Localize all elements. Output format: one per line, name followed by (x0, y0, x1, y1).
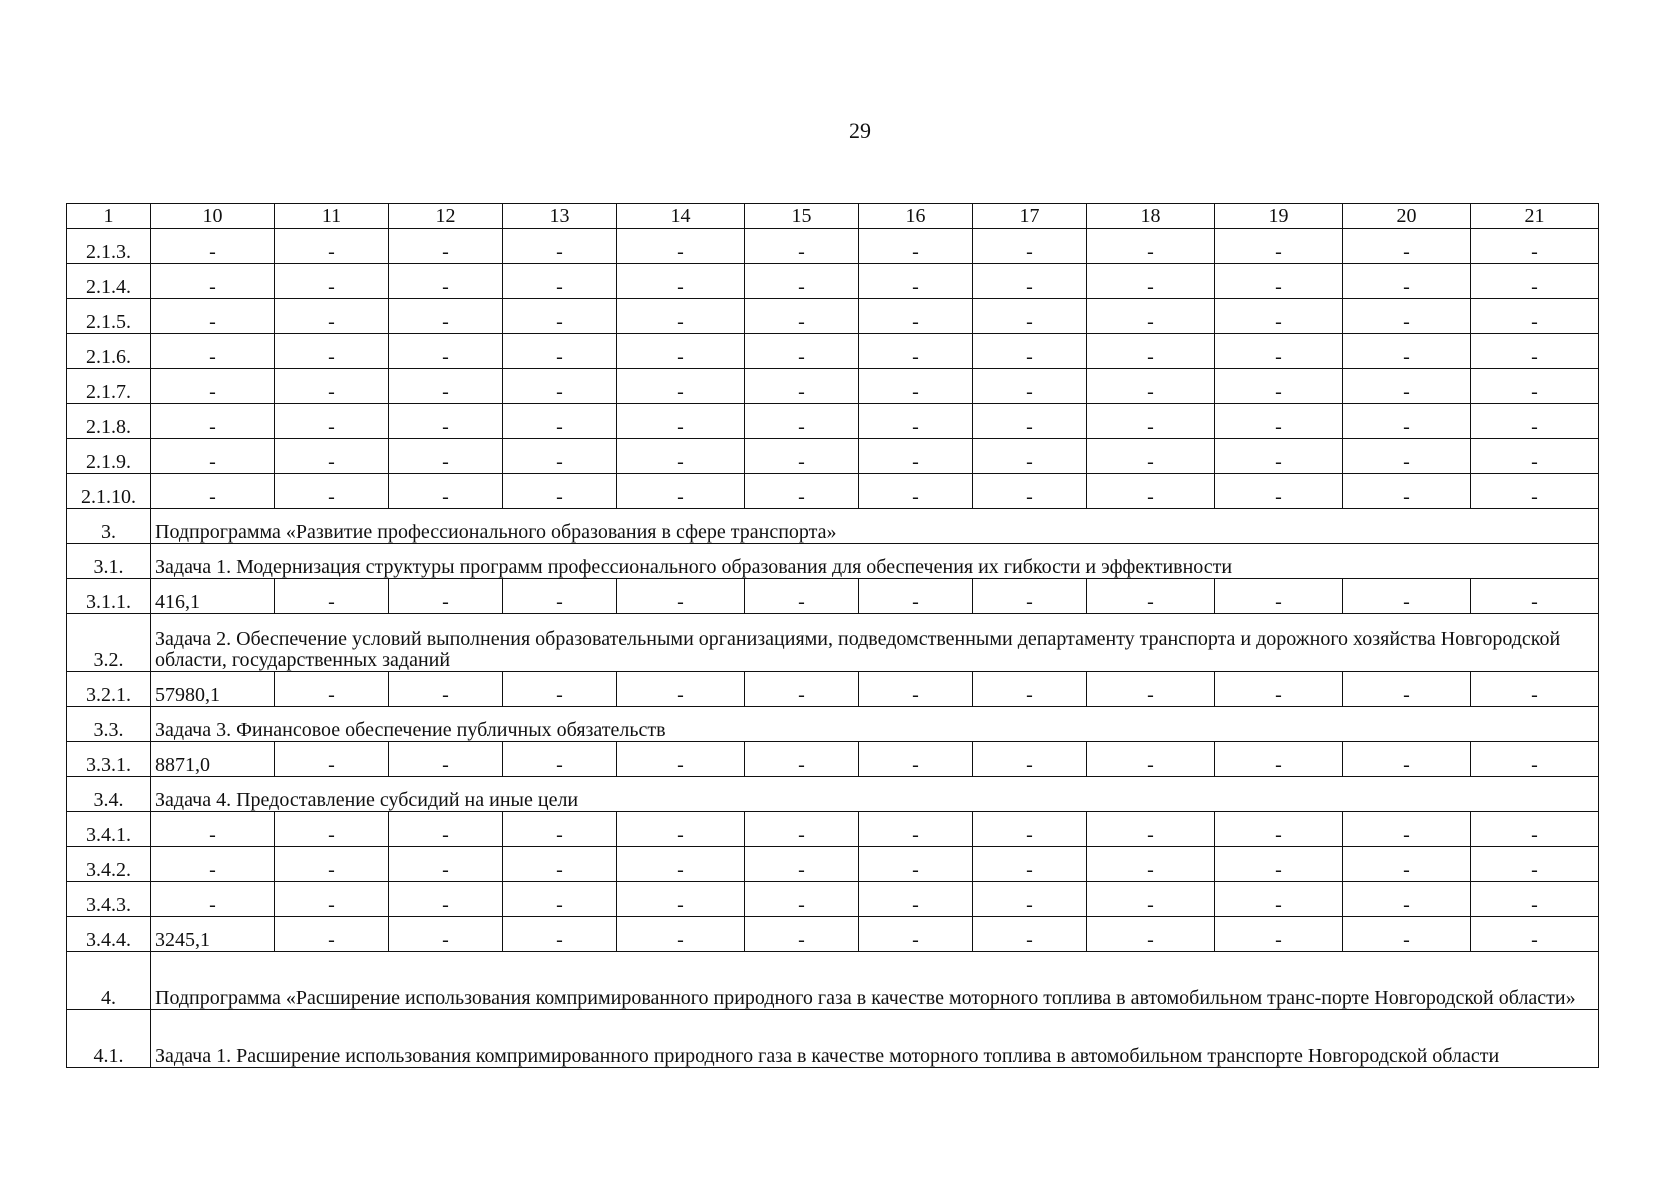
table-cell: - (1215, 334, 1343, 369)
table-cell: - (151, 369, 275, 404)
table-cell: - (859, 812, 973, 847)
table-cell: - (1471, 404, 1599, 439)
table-cell: - (1343, 299, 1471, 334)
table-cell: - (503, 474, 617, 509)
row-number: 3.4.4. (67, 917, 151, 952)
table-cell: - (859, 404, 973, 439)
table-cell: - (503, 264, 617, 299)
table-row (67, 299, 1599, 334)
table-row (67, 439, 1599, 474)
table-cell: - (1471, 299, 1599, 334)
table-cell: - (1087, 229, 1215, 264)
table-cell: - (1215, 474, 1343, 509)
column-header: 20 (1343, 204, 1471, 229)
table-cell: - (151, 264, 275, 299)
table-cell: - (1471, 229, 1599, 264)
table-cell: - (617, 264, 745, 299)
table-cell: - (973, 812, 1087, 847)
column-header: 12 (389, 204, 503, 229)
table-cell: - (745, 229, 859, 264)
table-cell: 57980,1 (151, 672, 275, 707)
table-cell: - (745, 742, 859, 777)
row-number: 3.3. (67, 707, 151, 742)
row-number: 4.1. (67, 1010, 151, 1068)
table-row (67, 812, 1599, 847)
table-cell: - (1215, 742, 1343, 777)
table-cell: - (1343, 917, 1471, 952)
table-row (67, 1010, 1599, 1068)
column-header: 14 (617, 204, 745, 229)
row-number: 3.1.1. (67, 579, 151, 614)
table-cell: - (859, 369, 973, 404)
table-cell: - (1215, 439, 1343, 474)
table-cell: - (1343, 439, 1471, 474)
table-cell: - (1215, 672, 1343, 707)
column-header: 16 (859, 204, 973, 229)
table-cell: - (1087, 299, 1215, 334)
row-number: 3.4.1. (67, 812, 151, 847)
table-cell: - (151, 229, 275, 264)
row-number: 3.2. (67, 614, 151, 672)
table-cell: - (973, 369, 1087, 404)
table-cell: - (973, 882, 1087, 917)
table-cell: - (1343, 264, 1471, 299)
table-cell: - (151, 847, 275, 882)
table-cell: - (503, 369, 617, 404)
table-cell: - (973, 264, 1087, 299)
table-cell: - (389, 404, 503, 439)
table-cell: - (745, 917, 859, 952)
row-number: 2.1.3. (67, 229, 151, 264)
table-row (67, 672, 1599, 707)
task-title: Задача 4. Предоставление субсидий на иные цели (151, 777, 1599, 812)
table-cell: - (1215, 299, 1343, 334)
table-cell: - (859, 474, 973, 509)
table-cell: - (1343, 579, 1471, 614)
table-cell: - (1215, 882, 1343, 917)
table-cell: - (1343, 847, 1471, 882)
column-header: 21 (1471, 204, 1599, 229)
table-cell: - (151, 882, 275, 917)
row-number: 3.4.2. (67, 847, 151, 882)
table-cell: - (859, 229, 973, 264)
table-cell: - (617, 579, 745, 614)
column-header: 17 (973, 204, 1087, 229)
task-title: Задача 2. Обеспечение условий выполнения образовательными организациями, подведомственными департаменту транспорта и дорожного хозяйства Новгородской области, государственных заданий (151, 614, 1599, 672)
table-cell: - (859, 917, 973, 952)
task-title: Задача 3. Финансовое обеспечение публичных обязательств (151, 707, 1599, 742)
table-row (67, 614, 1599, 672)
table-cell: - (745, 882, 859, 917)
row-number: 2.1.7. (67, 369, 151, 404)
table-cell: - (973, 299, 1087, 334)
column-header: 11 (275, 204, 389, 229)
row-number: 2.1.4. (67, 264, 151, 299)
table-cell: - (1087, 264, 1215, 299)
table-cell: - (745, 474, 859, 509)
table-cell: - (1215, 847, 1343, 882)
table-cell: - (151, 404, 275, 439)
table-cell: - (745, 579, 859, 614)
table-cell: - (859, 847, 973, 882)
table-cell: - (503, 439, 617, 474)
table-cell: - (389, 264, 503, 299)
table-cell: - (1471, 334, 1599, 369)
table-cell: - (1471, 742, 1599, 777)
table-cell: - (859, 264, 973, 299)
table-cell: - (745, 299, 859, 334)
table-cell: - (1215, 369, 1343, 404)
table-cell: - (389, 742, 503, 777)
table-cell: - (275, 299, 389, 334)
table-cell: - (151, 474, 275, 509)
table-cell: - (1087, 742, 1215, 777)
table-cell: - (1087, 334, 1215, 369)
table-row (67, 707, 1599, 742)
table-cell: - (389, 474, 503, 509)
table-cell: - (1471, 812, 1599, 847)
table-cell: - (275, 439, 389, 474)
table-cell: - (1471, 474, 1599, 509)
column-header: 10 (151, 204, 275, 229)
table-cell: - (151, 299, 275, 334)
table-cell: - (1087, 812, 1215, 847)
table-cell: - (1471, 882, 1599, 917)
row-number: 3.1. (67, 544, 151, 579)
table-cell: - (1087, 917, 1215, 952)
column-header: 13 (503, 204, 617, 229)
table-cell: - (617, 474, 745, 509)
table-cell: - (503, 229, 617, 264)
row-number: 3.2.1. (67, 672, 151, 707)
table-cell: - (1343, 229, 1471, 264)
table-cell: - (275, 672, 389, 707)
table-cell: - (973, 229, 1087, 264)
table-cell: - (389, 579, 503, 614)
table-cell: - (617, 917, 745, 952)
table-row (67, 579, 1599, 614)
table-cell: - (275, 404, 389, 439)
table-row (67, 264, 1599, 299)
table-cell: - (859, 742, 973, 777)
data-table (66, 203, 1599, 1068)
table-cell: - (617, 812, 745, 847)
table-cell: - (1087, 369, 1215, 404)
table-row (67, 404, 1599, 439)
row-number: 2.1.9. (67, 439, 151, 474)
table-header (67, 204, 1599, 229)
table-cell: - (503, 917, 617, 952)
column-header: 1 (67, 204, 151, 229)
table-cell: - (617, 229, 745, 264)
header-row (67, 204, 1599, 229)
table-cell: - (617, 299, 745, 334)
table-row (67, 544, 1599, 579)
row-number: 3. (67, 509, 151, 544)
column-header: 19 (1215, 204, 1343, 229)
table-cell: - (275, 917, 389, 952)
table-cell: 8871,0 (151, 742, 275, 777)
table-cell: - (389, 917, 503, 952)
table-cell: - (973, 917, 1087, 952)
table-cell: - (389, 439, 503, 474)
table-cell: - (151, 334, 275, 369)
table-cell: - (745, 812, 859, 847)
table-cell: 3245,1 (151, 917, 275, 952)
table-cell: - (1343, 474, 1471, 509)
table-cell: - (745, 672, 859, 707)
table-row (67, 952, 1599, 1010)
table-cell: - (1471, 847, 1599, 882)
table-row (67, 509, 1599, 544)
table-cell: - (1087, 439, 1215, 474)
table-cell: - (503, 579, 617, 614)
table-cell: - (1471, 917, 1599, 952)
table-row (67, 777, 1599, 812)
table-cell: - (973, 579, 1087, 614)
table-cell: - (617, 742, 745, 777)
table-cell: - (745, 334, 859, 369)
table-cell: - (275, 369, 389, 404)
table-cell: - (973, 404, 1087, 439)
row-number: 4. (67, 952, 151, 1010)
table-cell: - (1087, 672, 1215, 707)
table-cell: - (859, 299, 973, 334)
table-cell: - (1343, 742, 1471, 777)
table-cell: - (1471, 672, 1599, 707)
table-cell: - (275, 742, 389, 777)
table-row (67, 847, 1599, 882)
table-cell: - (1471, 579, 1599, 614)
table-row (67, 229, 1599, 264)
table-cell: - (275, 882, 389, 917)
table-cell: - (1471, 369, 1599, 404)
row-number: 2.1.6. (67, 334, 151, 369)
table-cell: - (389, 229, 503, 264)
table-cell: - (1087, 579, 1215, 614)
table-cell: - (1343, 404, 1471, 439)
table-cell: - (859, 672, 973, 707)
table-cell: - (745, 404, 859, 439)
column-header: 15 (745, 204, 859, 229)
table-cell: - (503, 672, 617, 707)
table-cell: - (617, 847, 745, 882)
table-cell: - (503, 812, 617, 847)
table-cell: 416,1 (151, 579, 275, 614)
table-cell: - (973, 847, 1087, 882)
table-cell: - (275, 229, 389, 264)
task-title: Задача 1. Модернизация структуры программ профессионального образования для обеспечения их гибкости и эффективности (151, 544, 1599, 579)
table-row (67, 334, 1599, 369)
subprogram-title: Подпрограмма «Развитие профессионального образования в сфере транспорта» (151, 509, 1599, 544)
table-cell: - (1087, 474, 1215, 509)
table-cell: - (275, 474, 389, 509)
table-cell: - (503, 334, 617, 369)
table-cell: - (745, 847, 859, 882)
table-cell: - (389, 672, 503, 707)
table-cell: - (859, 882, 973, 917)
table-cell: - (859, 334, 973, 369)
row-number: 2.1.10. (67, 474, 151, 509)
table-cell: - (1343, 369, 1471, 404)
table-row (67, 369, 1599, 404)
table-cell: - (617, 439, 745, 474)
subprogram-title: Подпрограмма «Расширение использования компримированного природного газа в качестве моторного топлива в автомобильном транс-порте Новгородской области» (151, 952, 1599, 1010)
column-header: 18 (1087, 204, 1215, 229)
table-cell: - (745, 439, 859, 474)
table-row (67, 882, 1599, 917)
table-row (67, 474, 1599, 509)
table-cell: - (745, 264, 859, 299)
table-cell: - (1471, 439, 1599, 474)
table-cell: - (275, 812, 389, 847)
table-cell: - (1215, 404, 1343, 439)
table-cell: - (503, 404, 617, 439)
table-cell: - (503, 299, 617, 334)
table-cell: - (275, 579, 389, 614)
table-cell: - (745, 369, 859, 404)
table-cell: - (1087, 882, 1215, 917)
table-cell: - (973, 474, 1087, 509)
table-cell: - (389, 847, 503, 882)
table-cell: - (503, 742, 617, 777)
table-cell: - (617, 334, 745, 369)
table-cell: - (389, 299, 503, 334)
table-cell: - (973, 672, 1087, 707)
row-number: 2.1.8. (67, 404, 151, 439)
table-row (67, 742, 1599, 777)
table-cell: - (275, 847, 389, 882)
table-cell: - (1215, 229, 1343, 264)
row-number: 3.4.3. (67, 882, 151, 917)
row-number: 3.3.1. (67, 742, 151, 777)
table-cell: - (617, 369, 745, 404)
table-cell: - (859, 579, 973, 614)
table-cell: - (859, 439, 973, 474)
table-cell: - (617, 404, 745, 439)
table-cell: - (1343, 812, 1471, 847)
table-cell: - (1087, 847, 1215, 882)
table-cell: - (389, 369, 503, 404)
table-cell: - (151, 439, 275, 474)
table-cell: - (1215, 812, 1343, 847)
table-cell: - (389, 334, 503, 369)
table-cell: - (151, 812, 275, 847)
table-cell: - (617, 882, 745, 917)
table-cell: - (275, 334, 389, 369)
table-cell: - (389, 812, 503, 847)
table-cell: - (617, 672, 745, 707)
row-number: 3.4. (67, 777, 151, 812)
table-row (67, 917, 1599, 952)
table-cell: - (973, 334, 1087, 369)
table-cell: - (503, 882, 617, 917)
table-cell: - (1343, 672, 1471, 707)
table-cell: - (973, 742, 1087, 777)
table-cell: - (1343, 334, 1471, 369)
table-cell: - (503, 847, 617, 882)
table-cell: - (1215, 579, 1343, 614)
table-cell: - (973, 439, 1087, 474)
table-body (67, 229, 1599, 1068)
table-cell: - (1343, 882, 1471, 917)
table-cell: - (1471, 264, 1599, 299)
table-cell: - (1087, 404, 1215, 439)
table-cell: - (1215, 917, 1343, 952)
row-number: 2.1.5. (67, 299, 151, 334)
table-cell: - (389, 882, 503, 917)
table-cell: - (275, 264, 389, 299)
page-number: 29 (849, 118, 871, 143)
table-cell: - (1215, 264, 1343, 299)
task-title: Задача 1. Расширение использования компримированного природного газа в качестве моторного топлива в автомобильном транспорте Новгородской области (151, 1010, 1599, 1068)
